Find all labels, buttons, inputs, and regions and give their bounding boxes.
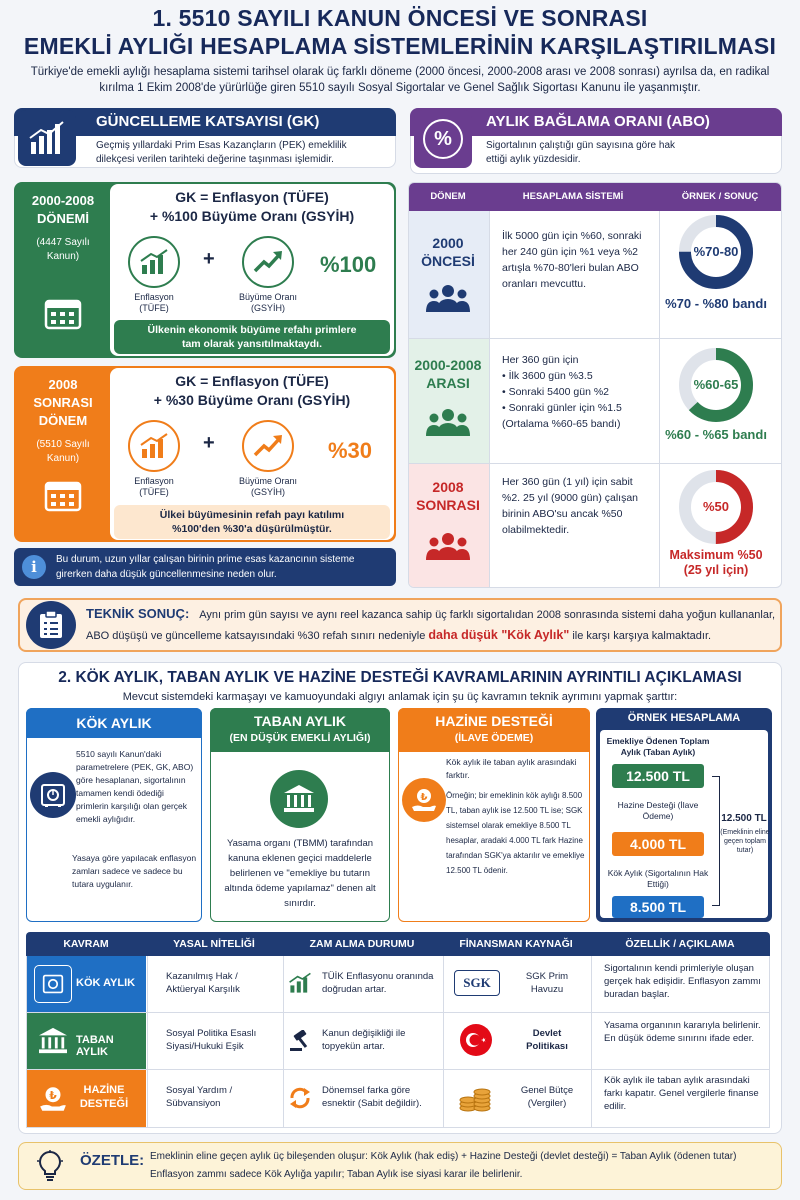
kok-card-title: KÖK AYLIK [26,708,202,738]
abo-row1-text: İlk 5000 gün için %60, sonraki her 240 gün için %1 veya %2 artışla %70-80'leri bulan ABO oranları mevcuttu. [502,230,642,290]
abo-col-sistem: HESAPLAMA SİSTEMİ [522,191,624,202]
kok-card-text2: Yasaya göre yapılacak enflasyon zamları sadece ve sadece bu tutara uygulanır. [72,853,197,889]
abo-row3-donut-label: %50 [702,499,730,514]
clipboard-icon [26,601,76,649]
gk-period2-badge: 2008 SONRASI DÖNEM (5510 Sayılı Kanun) [33,377,93,464]
percent-icon: % [414,110,472,168]
ornek-value1: 12.500 TL [612,764,704,788]
abo-col-donem: DÖNEM [430,191,466,202]
inflation-chart-icon [128,236,180,288]
ornek-total: 12.500 TL [721,813,767,824]
calendar-icon [44,478,82,512]
plus-sign: + [203,248,215,270]
calendar-icon [44,296,82,330]
table-col-finans: FİNANSMAN KAYNAĞI [459,938,573,950]
table-cell: Kök aylık ile taban aylık arasındaki farkı kapatır. Genel vergilerle finanse edilir. [604,1075,759,1112]
table-row-taban-label: TABAN AYLIK [76,1034,114,1058]
ornek-label3: Kök Aylık (Sigortalının Hak Ettiği) [607,868,709,889]
safe-icon [30,772,76,818]
table-cell: Sosyal Politika Esaslı Siyasi/Hukuki Eşik [166,1028,257,1052]
ornek-value2: 4.000 TL [612,832,704,856]
refresh-icon [288,1086,312,1110]
lira-hand-icon [34,1080,72,1118]
ornek-bracket [712,776,720,906]
abo-col-ornek: ÖRNEK / SONUÇ [681,191,759,202]
table-cell: SGK Prim Havuzu [525,971,569,995]
chart-up-icon [288,972,312,994]
abo-row1-period: 2000 ÖNCESİ [421,235,475,269]
table-cell: Sigortalının kendi primleriyle oluşan gerçek hak edişidir. Enflasyon zammı buradan başlar. [604,963,761,1000]
gk-desc: Geçmiş yıllardaki Prim Esas Kazançların (PEK) emeklilik dilekçesi verilen tarihteki değerine taşınması işlemidir. [96,140,347,165]
plus-sign: + [203,432,215,454]
gk-period1-formula: GK = Enflasyon (TÜFE) + %100 Büyüme Oranı (GSYİH) [149,189,355,224]
table-row-hazine-label: HAZİNE DESTEĞİ [79,1084,129,1110]
bank-icon [270,770,328,828]
page-title: 1. 5510 SAYILI KANUN ÖNCESİ VE SONRASI EMEKLİ AYLIĞI HESAPLAMA SİSTEMLERİNİN KARŞILAŞTIRILMASI [23,5,777,59]
hazine-card-text2: Örneğin; bir emeklinin kök aylığı 8.500 TL, taban aylık ise 12.500 TL ise; SGK sistemsel olarak emekliye 8.500 TL hesaplar, aradaki 4.000 TL fark Hazine tarafından SGK'ya aktarılır ve emekliye 12.500 TL ödenir. [446,791,585,875]
ornek-title: ÖRNEK HESAPLAMA [627,712,741,724]
gk-info-text: Bu durum, uzun yıllar çalışan birinin prime esas kazancının sisteme girerken daha düşük güncellenmesine neden olur. [56,554,355,580]
gk-period1-ratio: %100 [320,252,377,277]
hazine-card-text1: Kök aylık ile taban aylık arasındaki farktır. [446,757,577,780]
ozet-label: ÖZETLE: [80,1152,145,1169]
gk-period2-formula: GK = Enflasyon (TÜFE) + %30 Büyüme Oranı (GSYİH) [153,373,351,408]
abo-row2-item: • İlk 3600 gün %3.5 [502,368,652,384]
gk-period1-badge: 2000-2008 DÖNEMİ (4447 Sayılı Kanun) [31,193,95,262]
abo-desc: Sigortalının çalıştığı gün sayısına göre hak ettiği aylık yüzdesidir. [486,140,675,165]
abo-row2-text: Her 360 gün için • İlk 3600 gün %3.5 • Sonraki 5400 gün %2 • Sonraki günler için %1.5 (Ortalama %60-65 bandı) [502,352,652,432]
table-cell: Sosyal Yardım / Sübvansiyon [166,1085,233,1109]
table-cell: Yasama organının kararıyla belirlenir. En düşük ödeme sınırını ifade eder. [604,1020,761,1044]
section2-subtitle: Mevcut sistemdeki karmaşayı ve kamuoyundaki algıyı anlamak için şu üç kavramın teknik ayrımını yapmak şarttır: [122,691,678,703]
table-col-zam: ZAM ALMA DURUMU [309,938,415,950]
coins-icon [458,1082,492,1112]
abo-row3-result: Maksimum %50 (25 yıl için) [669,548,763,577]
kok-card-text1: 5510 sayılı Kanun'daki parametrelere (PEK, GK, ABO) göre hesaplanan, sigortalının tamamen kendi ödediği primlerin karşılığı olan gerçek emekli aylığıdır. [76,749,194,824]
abo-row3-period: 2008 SONRASI [416,479,480,513]
ornek-label2: Hazine Desteği (İlave Ödeme) [617,800,699,821]
table-cell: Kazanılmış Hak / Aktüeryal Karşılık [166,971,240,995]
table-cell: Dönemsel farka göre esnektir (Sabit değildir). [322,1085,422,1109]
gk-period2-label-a: Enflasyon (TÜFE) [134,476,174,497]
abo-row1-result: %70 - %80 bandı [665,296,767,311]
abo-row3-text: Her 360 gün (1 yıl) için sabit %2. 25 yıl (9000 gün) çalışan birinin ABO'su ancak %50 olabilmektedir. [502,476,638,536]
abo-row2-period: 2000-2008 ARASI [414,357,482,391]
table-cell: Genel Bütçe (Vergiler) [520,1085,574,1109]
abo-row2-item: • Sonraki 5400 gün %2 [502,384,652,400]
taban-card-text: Yasama organı (TBMM) tarafından kanuna eklenen geçici maddelerle belirlenen ve "emekliye bu tutarın altında ödeme yapılamaz" denen alt sınırdır. [224,838,376,909]
turkish-flag-icon [460,1024,492,1056]
gk-period2-note: Ülkei büyümesinin refah payı katılımı %100'den %30'a düşürülmüştür. [114,505,390,539]
growth-arrow-icon [242,236,294,288]
safe-icon [34,965,72,1003]
sgk-logo: SGK [454,970,500,996]
ornek-label1: Emekliye Ödenen Toplam Aylık (Taban Aylık) [606,736,710,757]
abo-row2-result: %60 - %65 bandı [665,427,767,442]
abo-row1-donut-label: %70-80 [693,244,739,259]
gavel-icon [288,1030,312,1052]
lightbulb-icon [36,1150,64,1182]
teknik-text: TEKNİK SONUÇ: Aynı prim gün sayısı ve aynı reel kazanca sahip üç farklı sigortalıdan 2008 sonrasında sistemi daha yoğun kullananlar, ABO düşüşü ve güncelleme katsayısındaki %30 refah sınırı nedeniyle daha düşük "Kök Aylık" ile karşı karşıya kalmaktadır. [86,606,776,642]
gk-period1-label-a: Enflasyon (TÜFE) [134,292,174,313]
table-cell: TÜİK Enflasyonu oranında doğrudan artar. [322,971,434,995]
ozet-text: Emeklinin eline geçen aylık üç bileşenden oluşur: Kök Aylık (hak ediş) + Hazine Desteği (devlet desteği) = Taban Aylık (ödenen tutar) Enflasyon zammı sadece Kök Aylığa yapılır; Taban Aylık ise siyasi karar ile belirlenir. [150,1151,737,1180]
growth-arrow-icon [242,420,294,472]
table-cell: Devlet Politikası [526,1028,568,1052]
lira-hand-icon [402,778,446,822]
bank-icon [34,1022,72,1060]
people-icon [426,408,470,436]
table-row-kok-label: KÖK AYLIK [76,977,136,989]
gk-period1-label-b: Büyüme Oranı (GSYİH) [238,292,298,313]
gk-period1-note: Ülkenin ekonomik büyüme refahı primlere tam olarak yansıtılmaktaydı. [114,320,390,354]
ornek-total-note: (Emeklinin eline geçen toplam tutar) [720,829,770,854]
table-cell: Kanun değişikliği ile topyekün artar. [322,1028,406,1052]
gk-title: GÜNCELLEME KATSAYISI (GK) [96,113,320,130]
abo-title: AYLIK BAĞLAMA ORANI (ABO) [486,113,710,130]
info-icon: i [22,555,46,579]
gk-period2-label-b: Büyüme Oranı (GSYİH) [238,476,298,497]
abo-row2-donut-label: %60-65 [693,377,739,392]
table-col-ozellik: ÖZELLİK / AÇIKLAMA [625,938,735,950]
inflation-chart-icon [128,420,180,472]
taban-card-title: TABAN AYLIK (EN DÜŞÜK EMEKLİ AYLIĞI) [210,708,390,752]
svg-text:₺: ₺ [420,792,428,803]
gk-period2-ratio: %30 [328,438,373,463]
table-col-yasal: YASAL NİTELİĞİ [173,938,255,950]
ornek-value3: 8.500 TL [612,896,704,918]
table-col-kavram: KAVRAM [63,938,109,950]
section2-title: 2. KÖK AYLIK, TABAN AYLIK VE HAZİNE DESTEĞİ KAVRAMLARININ AYRINTILI AÇIKLAMASI [58,669,742,686]
abo-row2-item: • Sonraki günler için %1.5 [502,400,652,416]
people-icon [426,532,470,560]
page-subtitle: Türkiye'de emekli aylığı hesaplama sistemi tarihsel olarak üç farklı döneme (2000 öncesi, 2000-2008 arası ve 2008 sonrası) ayrılsa da, en radikal kırılma 1 Ekim 2008'de yürürlüğe giren 5510 sayılı Sosyal Sigortalar ve Genel Sağlık Sigortası Kanunu ile yaşanmıştır. [30,66,770,94]
hazine-card-title: HAZİNE DESTEĞİ (İLAVE ÖDEME) [398,708,590,752]
people-icon [426,284,470,312]
svg-text:₺: ₺ [49,1089,57,1102]
